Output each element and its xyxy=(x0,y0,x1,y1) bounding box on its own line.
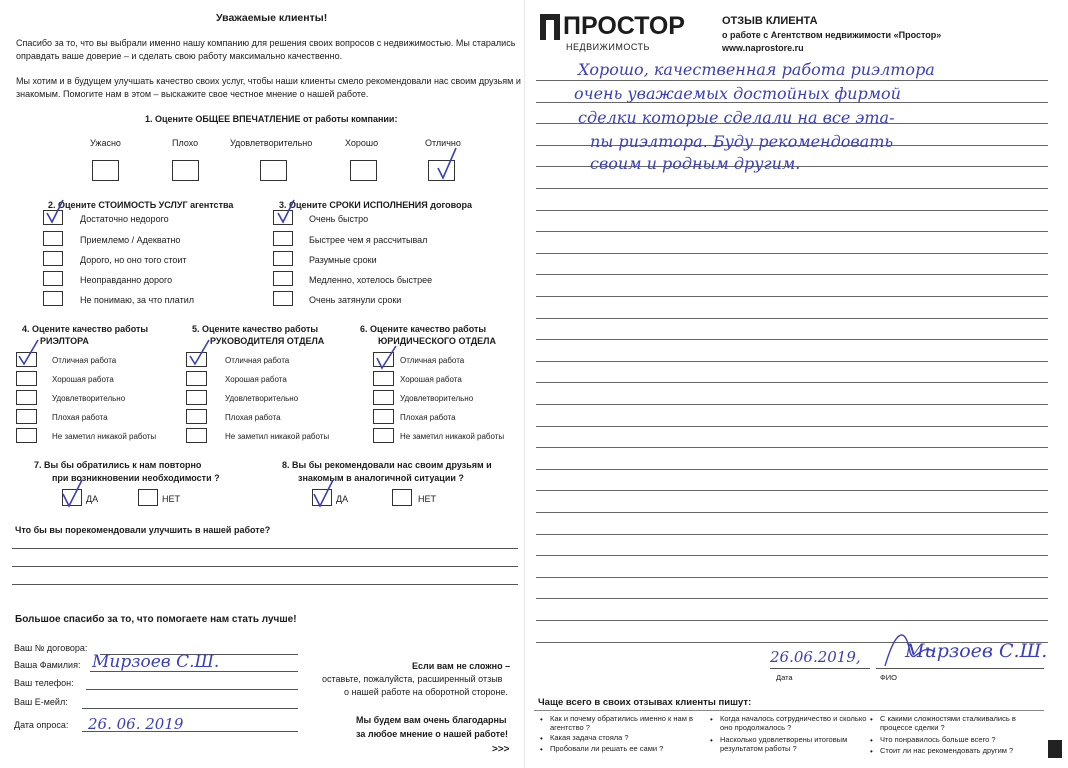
writing-line[interactable] xyxy=(536,447,1048,448)
writing-line[interactable] xyxy=(536,512,1048,513)
q5-option: Отличная работа xyxy=(225,356,290,365)
tip-bullet: • xyxy=(710,736,713,745)
review-line: пы риэлтора. Буду рекомендовать xyxy=(590,132,894,151)
tip-bullet: • xyxy=(710,715,713,724)
q1-option-label: Плохо xyxy=(172,138,199,148)
tip-text: Стоит ли нас рекомендовать другим ? xyxy=(880,746,1014,755)
q4-checkbox[interactable] xyxy=(16,428,37,443)
writing-line[interactable] xyxy=(536,296,1048,297)
q8-no-label: НЕТ xyxy=(418,494,436,504)
tip-bullet: • xyxy=(540,715,543,724)
q3-checkbox[interactable] xyxy=(273,291,293,306)
q4-option: Удовлетворительно xyxy=(52,394,126,403)
handwritten-checkmark xyxy=(277,198,297,222)
intro-line-2b: знакомым. Помогите нам в этом – выскажите свое честное мнение о нашей работе. xyxy=(16,89,369,99)
tip-text: результатом работы ? xyxy=(720,744,797,753)
writing-line[interactable] xyxy=(536,577,1048,578)
date-value: 26. 06. 2019 xyxy=(88,715,184,733)
q2-option: Дорого, но оно того стоит xyxy=(80,255,187,265)
q5-option: Удовлетворительно xyxy=(225,394,299,403)
q6-title: 6. Оцените качество работы xyxy=(360,324,487,334)
q6-option: Плохая работа xyxy=(400,413,456,422)
signature-flourish xyxy=(880,622,940,672)
tip-text: Пробовали ли решать ее сами ? xyxy=(550,744,664,753)
tip-text: Когда началось сотрудничество и сколько xyxy=(720,714,867,723)
q3-checkbox[interactable] xyxy=(273,271,293,286)
tip-text: Какая задача стояла ? xyxy=(550,733,629,742)
writing-line[interactable] xyxy=(536,210,1048,211)
q4-title-2: РИЭЛТОРА xyxy=(40,336,89,346)
writing-line[interactable] xyxy=(536,469,1048,470)
header-url: www.naprostore.ru xyxy=(722,43,804,53)
surname-label: Ваша Фамилия: xyxy=(14,660,81,670)
q2-checkbox[interactable] xyxy=(43,231,63,246)
q3-option: Медленно, хотелось быстрее xyxy=(309,275,433,285)
tip-bullet: • xyxy=(540,734,543,743)
writing-line[interactable] xyxy=(536,555,1048,556)
q2-option: Не понимаю, за что платил xyxy=(80,295,195,305)
tip-text: агентство ? xyxy=(550,723,590,732)
q5-checkbox[interactable] xyxy=(186,409,207,424)
tip-text: оно продолжалось ? xyxy=(720,723,792,732)
review-line: Хорошо, качественная работа риэлтора xyxy=(578,60,935,79)
handwritten-checkmark xyxy=(62,478,82,502)
q6-option: Хорошая работа xyxy=(400,375,462,384)
writing-line[interactable] xyxy=(536,318,1048,319)
signature-name: Мирзоев С.Ш. xyxy=(905,640,1048,662)
tip-text: С какими сложностями сталкивались в xyxy=(880,714,1016,723)
handwritten-checkmark xyxy=(436,146,456,170)
review-line: сделки которые сделали на все эта- xyxy=(578,108,895,127)
tips-title: Чаще всего в своих отзывах клиенты пишут: xyxy=(538,697,752,708)
q5-checkbox[interactable] xyxy=(186,428,207,443)
q1-checkbox[interactable] xyxy=(260,160,287,181)
writing-line[interactable] xyxy=(536,80,1048,81)
q5-title: 5. Оцените качество работы xyxy=(192,324,319,334)
handwritten-checkmark xyxy=(189,338,209,362)
q1-option-label: Хорошо xyxy=(345,138,379,148)
writing-line[interactable] xyxy=(536,274,1048,275)
q1-checkbox[interactable] xyxy=(350,160,377,181)
q2-checkbox[interactable] xyxy=(43,271,63,286)
q5-checkbox[interactable] xyxy=(186,371,207,386)
page-divider xyxy=(524,0,525,768)
q3-option: Быстрее чем я рассчитывал xyxy=(309,235,428,245)
q1-option-label: Удовлетворительно xyxy=(230,138,313,148)
q4-title: 4. Оцените качество работы xyxy=(22,324,149,334)
q4-option: Не заметил никакой работы xyxy=(52,432,157,441)
q5-option: Не заметил никакой работы xyxy=(225,432,330,441)
q2-option: Неоправданно дорого xyxy=(80,275,173,285)
tip-text: Как и почему обратились именно к нам в xyxy=(550,714,693,723)
cta-line-3: о нашей работе на оборотной стороне. xyxy=(344,687,508,697)
handwritten-checkmark xyxy=(18,338,38,362)
email-label: Ваш E-мейл: xyxy=(14,697,68,707)
q6-option: Отличная работа xyxy=(400,356,465,365)
answer-line[interactable] xyxy=(12,566,518,567)
q2-checkbox[interactable] xyxy=(43,251,63,266)
q3-checkbox[interactable] xyxy=(273,231,293,246)
answer-line[interactable] xyxy=(12,548,518,549)
q4-checkbox[interactable] xyxy=(16,409,37,424)
q8-title: 8. Вы бы рекомендовали нас своим друзьям и xyxy=(282,460,492,470)
answer-line[interactable] xyxy=(12,584,518,585)
q1-checkbox[interactable] xyxy=(92,160,119,181)
writing-line[interactable] xyxy=(536,253,1048,254)
handwritten-checkmark xyxy=(46,198,66,222)
surname-value: Мирзоев С.Ш. xyxy=(92,652,220,672)
writing-line[interactable] xyxy=(536,339,1048,340)
brand-logo-icon xyxy=(540,14,560,40)
contract-label: Ваш № договора: xyxy=(14,643,88,653)
q4-option: Плохая работа xyxy=(52,413,108,422)
q8-title-2: знакомым в аналогичной ситуации ? xyxy=(298,473,464,483)
q6-title-2: ЮРИДИЧЕСКОГО ОТДЕЛА xyxy=(378,336,496,346)
header-subtitle: о работе с Агентством недвижимости «Простор» xyxy=(722,30,942,40)
writing-line[interactable] xyxy=(536,382,1048,383)
writing-line[interactable] xyxy=(536,361,1048,362)
intro-line-1a: Спасибо за то, что вы выбрали именно нашу компанию для решения своих вопросов с недвижимостью. Мы старались xyxy=(16,38,516,48)
q5-option: Хорошая работа xyxy=(225,375,287,384)
signature-date-line[interactable] xyxy=(770,668,870,669)
writing-line[interactable] xyxy=(536,426,1048,427)
writing-line[interactable] xyxy=(536,404,1048,405)
cta-line-1: Если вам не сложно – xyxy=(412,661,511,671)
q3-option: Разумные сроки xyxy=(309,255,377,265)
date-caption: Дата xyxy=(776,673,793,682)
date-label: Дата опроса: xyxy=(14,720,69,730)
signature-date: 26.06.2019, xyxy=(770,648,861,666)
q6-option: Удовлетворительно xyxy=(400,394,474,403)
tips-divider xyxy=(534,710,1044,711)
q4-option: Хорошая работа xyxy=(52,375,114,384)
q1-option-label: Отлично xyxy=(425,138,461,148)
header-title: ОТЗЫВ КЛИЕНТА xyxy=(722,15,818,27)
fio-caption: ФИО xyxy=(880,673,897,682)
phone-field[interactable] xyxy=(86,689,298,690)
tip-bullet: • xyxy=(870,715,873,724)
q4-checkbox[interactable] xyxy=(16,371,37,386)
small-logo-icon xyxy=(1048,740,1062,758)
q6-checkbox[interactable] xyxy=(373,371,394,386)
intro-line-2a: Мы хотим и в будущем улучшать качество своих услуг, чтобы наши клиенты смело рекомендовали нас своим друзьям и xyxy=(16,76,521,86)
next-page-arrows: >>> xyxy=(492,744,510,755)
intro-line-1b: оправдать ваше доверие – и сделать свою работу максимально качественно. xyxy=(16,51,343,61)
q4-checkbox[interactable] xyxy=(16,390,37,405)
q2-checkbox[interactable] xyxy=(43,291,63,306)
tip-text: процессе сделки ? xyxy=(880,723,945,732)
thanks-text: Большое спасибо за то, что помогаете нам стать лучше! xyxy=(15,614,297,625)
handwritten-checkmark xyxy=(376,344,396,368)
brand-name: ПРОСТОР xyxy=(563,12,685,40)
email-field[interactable] xyxy=(82,708,298,709)
tip-text: Насколько удовлетворены итоговым xyxy=(720,735,848,744)
writing-line[interactable] xyxy=(536,490,1048,491)
q3-option: Очень быстро xyxy=(309,214,369,224)
q3-checkbox[interactable] xyxy=(273,251,293,266)
writing-line[interactable] xyxy=(536,620,1048,621)
q7-title-2: при возникновении необходимости ? xyxy=(52,473,220,483)
q7-yes-label: ДА xyxy=(86,494,99,504)
review-line: своим и родным другим. xyxy=(590,154,801,173)
q3-title: 3. Оцените СРОКИ ИСПОЛНЕНИЯ договора xyxy=(279,200,472,210)
q3-option: Очень затянули сроки xyxy=(309,295,402,305)
cta-line-2: оставьте, пожалуйста, расширенный отзыв xyxy=(322,674,503,684)
q8-no-checkbox[interactable] xyxy=(392,489,412,506)
q5-title-2: РУКОВОДИТЕЛЯ ОТДЕЛА xyxy=(210,336,325,346)
q1-checkbox[interactable] xyxy=(172,160,199,181)
q2-option: Достаточно недорого xyxy=(80,214,169,224)
brand-subtitle: НЕДВИЖИМОСТЬ xyxy=(566,42,650,52)
writing-line[interactable] xyxy=(536,598,1048,599)
tip-text: Что понравилось больше всего ? xyxy=(880,735,996,744)
q8-yes-label: ДА xyxy=(336,494,349,504)
cta-line-4: Мы будем вам очень благодарны xyxy=(356,715,507,725)
greeting-title: Уважаемые клиенты! xyxy=(216,12,328,24)
q1-title: 1. Оцените ОБЩЕЕ ВПЕЧАТЛЕНИЕ от работы компании: xyxy=(145,114,398,124)
q6-checkbox[interactable] xyxy=(373,390,394,405)
q6-checkbox[interactable] xyxy=(373,409,394,424)
q5-checkbox[interactable] xyxy=(186,390,207,405)
writing-line[interactable] xyxy=(536,231,1048,232)
improve-question: Что бы вы порекомендовали улучшить в нашей работе? xyxy=(15,525,271,535)
phone-label: Ваш телефон: xyxy=(14,678,74,688)
q1-option-label: Ужасно xyxy=(90,138,121,148)
writing-line[interactable] xyxy=(536,534,1048,535)
q6-checkbox[interactable] xyxy=(373,428,394,443)
tip-bullet: • xyxy=(870,747,873,756)
q5-option: Плохая работа xyxy=(225,413,281,422)
q6-option: Не заметил никакой работы xyxy=(400,432,505,441)
q7-no-label: НЕТ xyxy=(162,494,180,504)
cta-line-5: за любое мнение о нашей работе! xyxy=(356,729,509,739)
q2-option: Приемлемо / Адекватно xyxy=(80,235,181,245)
handwritten-checkmark xyxy=(313,478,333,502)
tip-bullet: • xyxy=(870,736,873,745)
tip-bullet: • xyxy=(540,745,543,754)
q7-no-checkbox[interactable] xyxy=(138,489,158,506)
q4-option: Отличная работа xyxy=(52,356,117,365)
review-line: очень уважаемых достойных фирмой xyxy=(574,84,901,103)
q7-title: 7. Вы бы обратились к нам повторно xyxy=(34,460,202,470)
q2-title: 2. Оцените СТОИМОСТЬ УСЛУГ агентства xyxy=(48,200,234,210)
writing-line[interactable] xyxy=(536,188,1048,189)
